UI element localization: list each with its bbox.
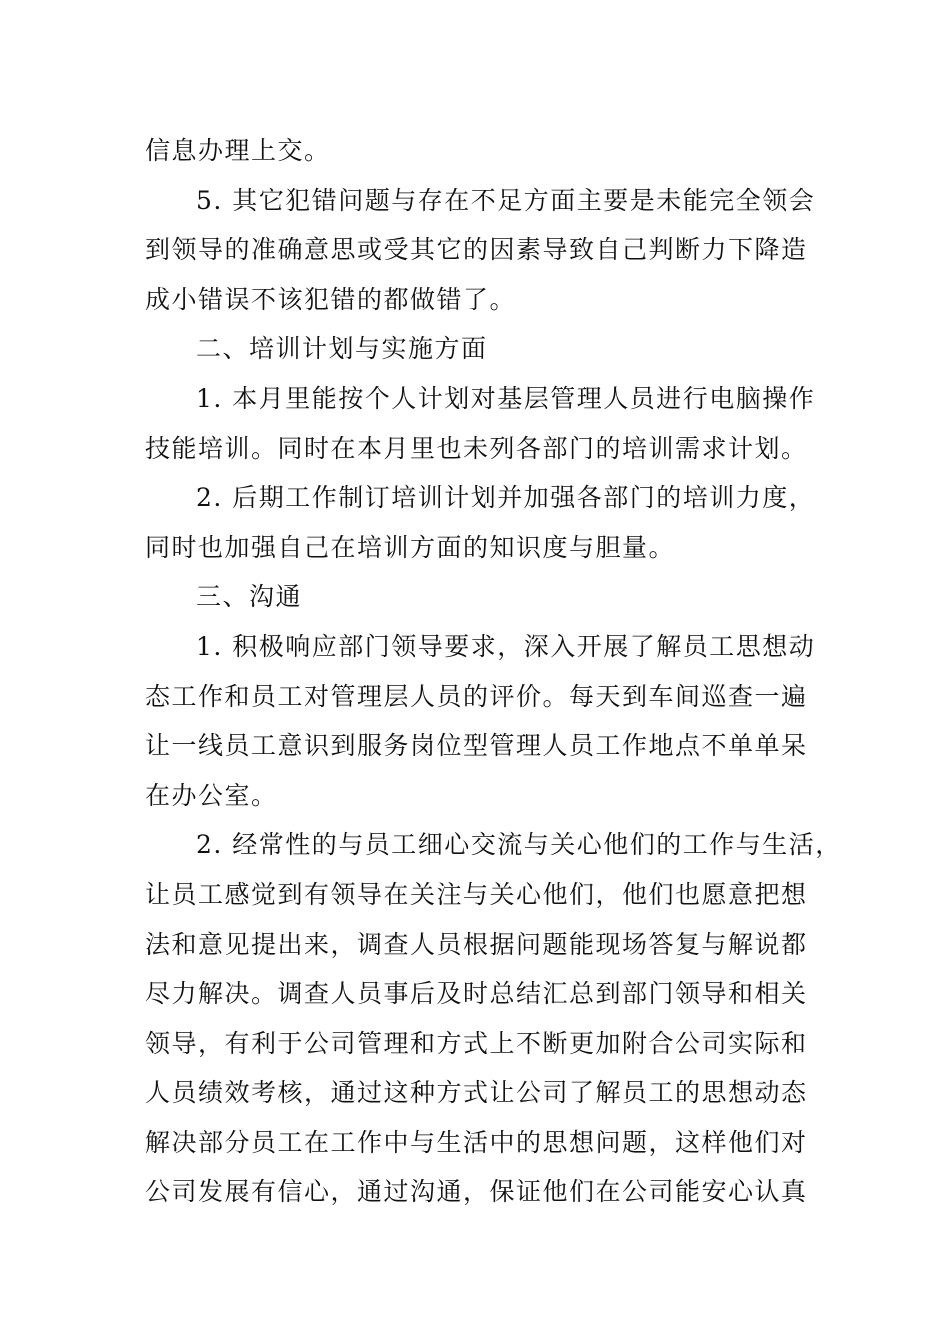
text-line-21: 解决部分员工在工作中与生活中的思想问题，这样他们对: [145, 1127, 808, 1157]
text-line-9: 同时也加强自己在培训方面的知识度与胆量。: [145, 532, 676, 562]
text-line-12: 态工作和员工对管理层人员的评价。每天到车间巡查一遍: [145, 681, 808, 711]
text-line-2: 5. 其它犯错问题与存在不足方面主要是未能完全领会: [196, 185, 816, 215]
text-line-16: 让员工感觉到有领导在关注与关心他们，他们也愿意把想: [145, 879, 808, 909]
text-line-13: 让一线员工意识到服务岗位型管理人员工作地点不单单呆: [145, 731, 808, 761]
text-line-8: 2. 后期工作制订培训计划并加强各部门的培训力度，: [196, 483, 816, 513]
text-line-1: 信息办理上交。: [145, 136, 331, 165]
document-body: [145, 126, 842, 1217]
section-heading-communication: 三、沟通: [196, 582, 303, 612]
text-line-4: 成小错误不该犯错的都做错了。: [145, 284, 517, 314]
text-line-3: 到领导的准确意思或受其它的因素导致自己判断力下降造: [145, 235, 808, 265]
text-line-15: 2. 经常性的与员工细心交流与关心他们的工作与生活，: [196, 830, 842, 860]
text-line-19: 领导，有利于公司管理和方式上不断更加附合公司实际和: [145, 1028, 808, 1058]
text-line-20: 人员绩效考核，通过这种方式让公司了解员工的思想动态: [145, 1078, 808, 1108]
text-line-6: 1. 本月里能按个人计划对基层管理人员进行电脑操作: [196, 383, 816, 413]
text-line-18: 尽力解决。调查人员事后及时总结汇总到部门领导和相关: [145, 979, 808, 1009]
text-line-7: 技能培训。同时在本月里也未列各部门的培训需求计划。: [145, 433, 808, 463]
text-line-11: 1. 积极响应部门领导要求，深入开展了解员工思想动: [196, 631, 816, 661]
text-line-17: 法和意见提出来，调查人员根据问题能现场答复与解说都: [145, 929, 808, 959]
text-line-14: 在办公室。: [145, 780, 278, 810]
section-heading-training: 二、培训计划与实施方面: [196, 334, 488, 364]
text-line-22: 公司发展有信心，通过沟通，保证他们在公司能安心认真: [145, 1177, 808, 1207]
